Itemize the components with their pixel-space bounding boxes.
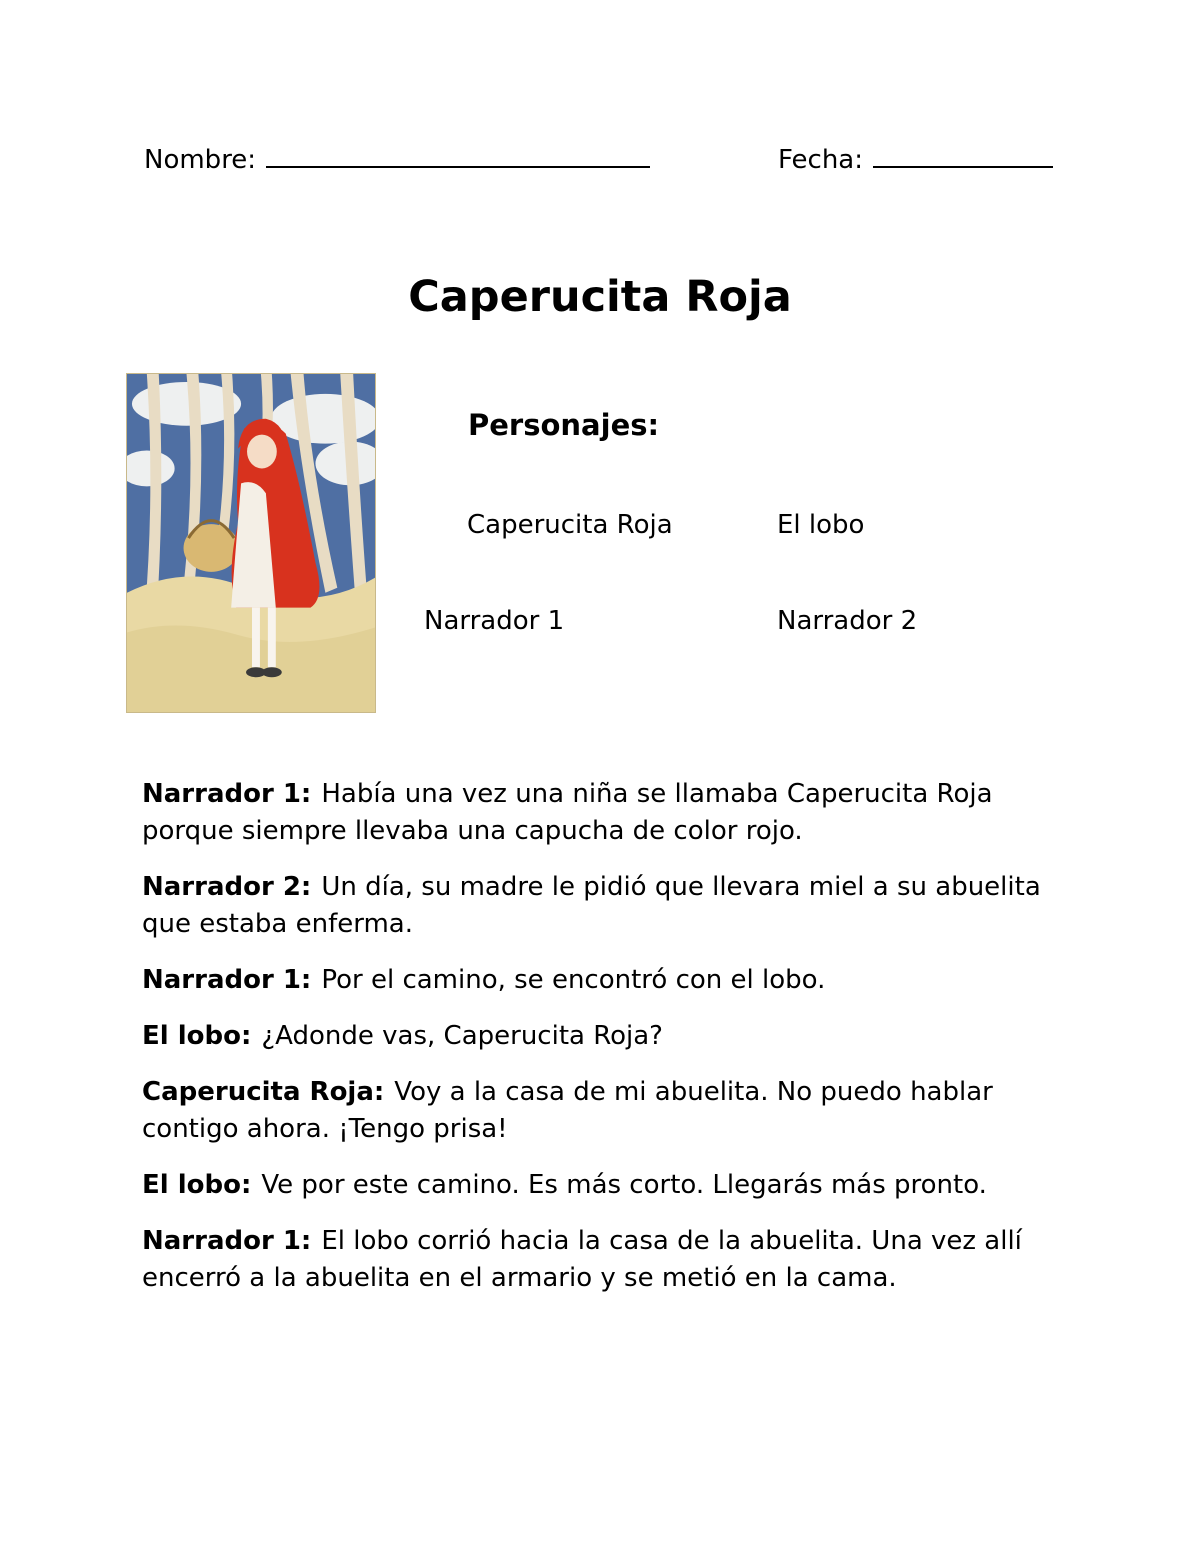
date-field[interactable] [778, 140, 1053, 175]
red-riding-hood-illustration [126, 373, 376, 713]
script-text: Ve por este camino. Es más corto. Llegarás más pronto. [261, 1170, 987, 1200]
script-text: Había una vez una niña se llamaba Caperucita Roja porque siempre llevaba una capucha de color rojo. [142, 779, 993, 846]
script-line [142, 1167, 1072, 1204]
script-text: Por el camino, se encontró con el lobo. [321, 965, 826, 995]
page-title: Caperucita Roja [408, 272, 792, 322]
script-text: Un día, su madre le pidió que llevara miel a su abuelita que estaba enferma. [142, 872, 1041, 939]
script-speaker: Narrador 1: [142, 1226, 312, 1256]
script-speaker: Narrador 1: [142, 965, 312, 995]
script-speaker: Narrador 1: [142, 779, 312, 809]
script-text: Voy a la casa de mi abuelita. No puedo hablar contigo ahora. ¡Tengo prisa! [142, 1077, 993, 1144]
play-script [142, 776, 1072, 1316]
script-line [142, 1223, 1072, 1297]
script-line [142, 1018, 1072, 1055]
script-line [142, 962, 1072, 999]
script-speaker: Narrador 2: [142, 872, 312, 902]
script-speaker: Caperucita Roja: [142, 1077, 385, 1107]
character-narrador-2: Narrador 2 [777, 606, 918, 636]
date-blank-line[interactable] [873, 140, 1053, 168]
character-caperucita: Caperucita Roja [467, 510, 673, 540]
character-lobo: El lobo [777, 510, 865, 540]
script-speaker: El lobo: [142, 1021, 252, 1051]
header-row [144, 140, 1060, 180]
name-label: Nombre: [144, 145, 257, 175]
script-line [142, 1074, 1072, 1148]
script-line [142, 776, 1072, 850]
name-field[interactable] [144, 140, 650, 175]
characters-heading: Personajes: [468, 408, 660, 442]
script-speaker: El lobo: [142, 1170, 252, 1200]
script-line [142, 869, 1072, 943]
character-narrador-1: Narrador 1 [424, 606, 565, 636]
date-label: Fecha: [778, 145, 863, 175]
illustration-image [127, 374, 375, 712]
script-text: ¿Adonde vas, Caperucita Roja? [261, 1021, 663, 1051]
script-text: El lobo corrió hacia la casa de la abuelita. Una vez allí encerró a la abuelita en el armario y se metió en la cama. [142, 1226, 1022, 1293]
name-blank-line[interactable] [266, 140, 650, 168]
